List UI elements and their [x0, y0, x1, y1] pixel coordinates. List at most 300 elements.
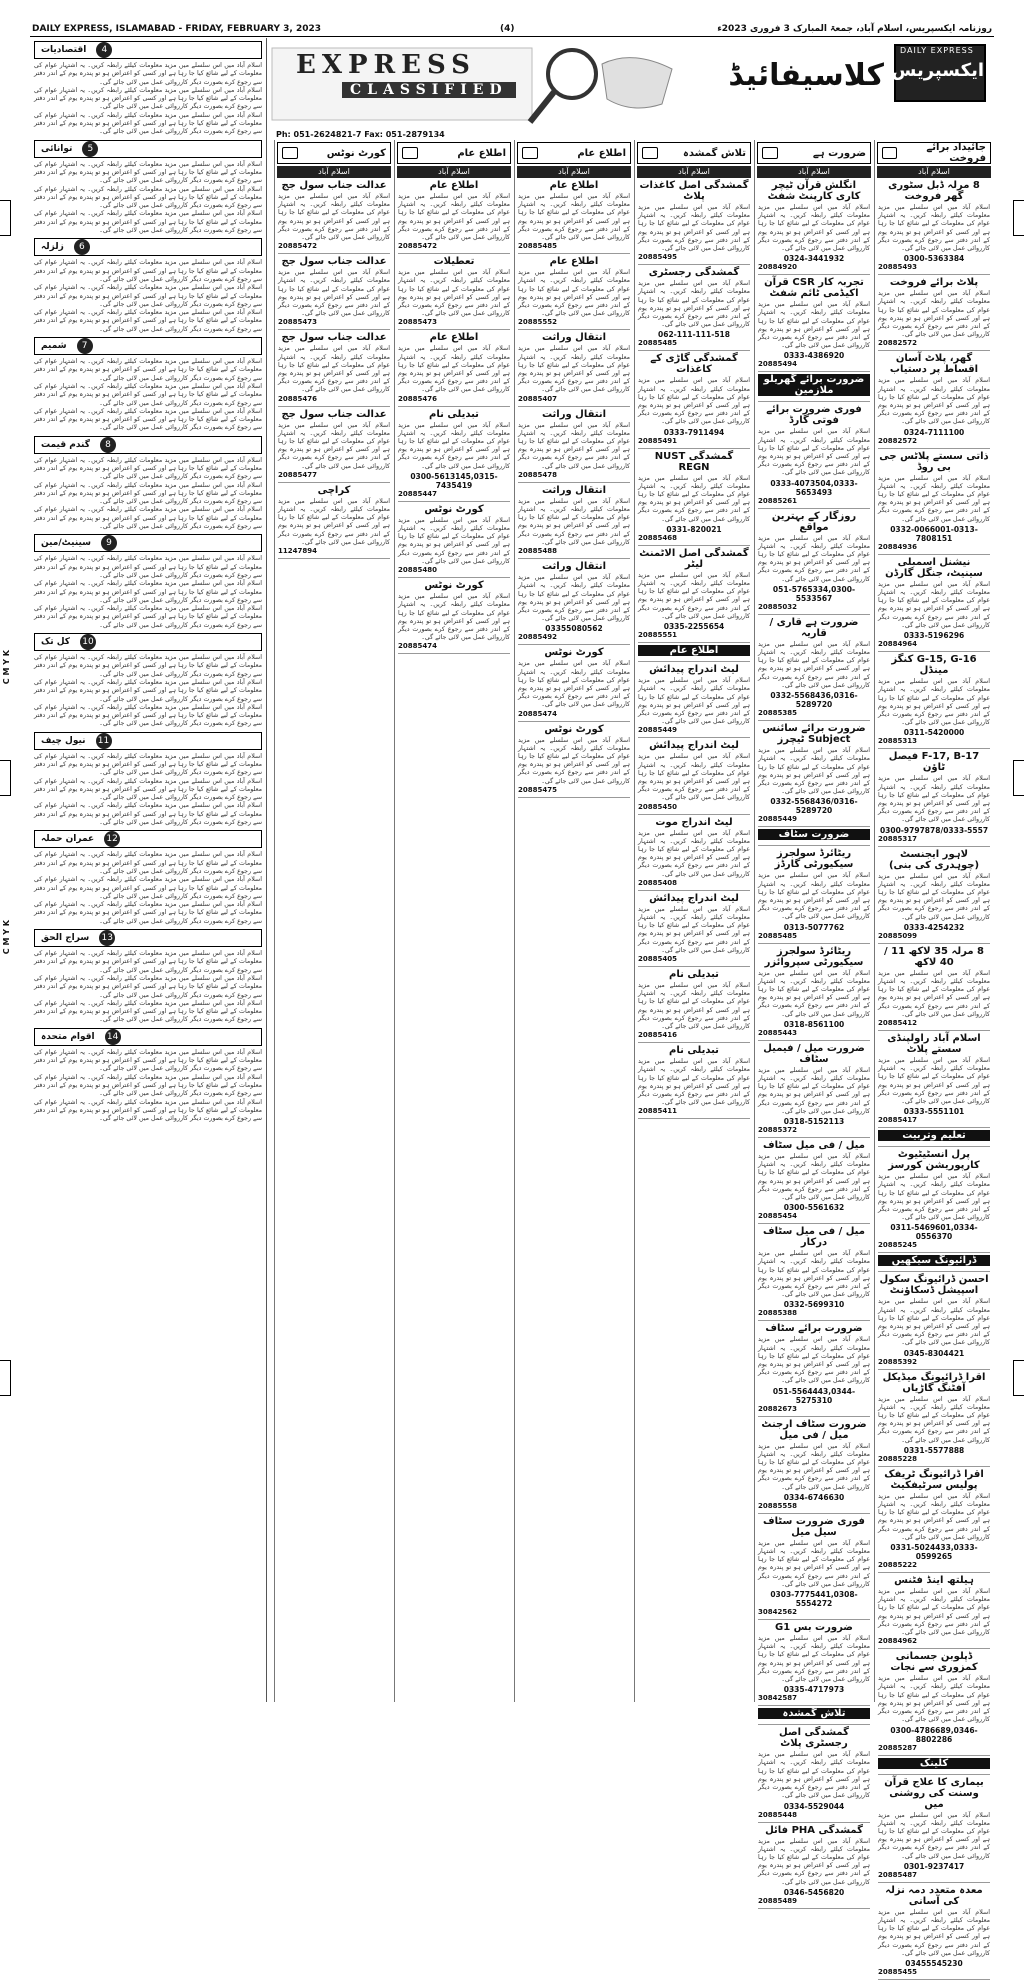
classified-ad	[878, 1777, 990, 1883]
ad-heading: اطلاع عام	[549, 180, 599, 191]
news-paragraph: اسلام آباد میں اس سلسلے میں مزید معلومات کیلئے رابطہ کریں۔ یہ اشتہار عوام کی معلومات کے لیے شائع کیا جا رہا ہے اور کسی کو اعتراض ہو تو پندرہ یوم کے اندر دفتر سے رجوع کرے بصورت دیگر کارروائی عمل میں لائی جائے گی۔	[34, 111, 262, 136]
section-title: اقتصادیات	[41, 45, 87, 55]
ad-reference-number: 20885099	[878, 931, 917, 940]
section-number: 11	[96, 733, 112, 749]
ad-body: اسلام آباد میں اس سلسلے میں مزید معلومات کیلئے رابطہ کریں۔ یہ اشتہار عوام کی معلومات کے لیے شائع کیا جا رہا ہے اور کسی کو اعتراض ہو تو پندرہ یوم کے اندر دفتر سے رجوع کرے بصورت دیگر کارروائی عمل میں لائی جائے گی۔	[878, 1908, 990, 1957]
ad-body: اسلام آباد میں اس سلسلے میں مزید معلومات کیلئے رابطہ کریں۔ یہ اشتہار عوام کی معلومات کے لیے شائع کیا جا رہا ہے اور کسی کو اعتراض ہو تو پندرہ یوم کے اندر دفتر سے رجوع کرے بصورت دیگر کارروائی عمل میں لائی جائے گی۔	[758, 640, 870, 689]
news-paragraph: اسلام آباد میں اس سلسلے میں مزید معلومات کیلئے رابطہ کریں۔ یہ اشتہار عوام کی معلومات کے لیے شائع کیا جا رہا ہے اور کسی کو اعتراض ہو تو پندرہ یوم کے اندر دفتر سے رجوع کرے بصورت دیگر کارروائی عمل میں لائی جائے گی۔	[34, 678, 262, 703]
news-paragraph: اسلام آباد میں اس سلسلے میں مزید معلومات کیلئے رابطہ کریں۔ یہ اشتہار عوام کی معلومات کے لیے شائع کیا جا رہا ہے اور کسی کو اعتراض ہو تو پندرہ یوم کے اندر دفتر سے رجوع کرے بصورت دیگر کارروائی عمل میں لائی جائے گی۔	[34, 580, 262, 604]
news-paragraph: اسلام آباد میں اس سلسلے میں مزید معلومات کیلئے رابطہ کریں۔ یہ اشتہار عوام کی معلومات کے لیے شائع کیا جا رہا ہے اور کسی کو اعتراض ہو تو پندرہ یوم کے اندر دفتر سے رجوع کرے بصورت دیگر کارروائی عمل میں لائی جائے گی۔	[34, 456, 262, 481]
ad-phone: 0300-4786689,0346-8802286	[890, 1725, 978, 1744]
section-number: 14	[105, 1029, 121, 1045]
ad-body: اسلام آباد میں اس سلسلے میں مزید معلومات کیلئے رابطہ کریں۔ یہ اشتہار عوام کی معلومات کے لیے شائع کیا جا رہا ہے اور کسی کو اعتراض ہو تو پندرہ یوم کے اندر دفتر سے رجوع کرے بصورت دیگر کارروائی عمل میں لائی جائے گی۔	[638, 677, 750, 726]
ad-heading: انتقال وراثت	[541, 484, 607, 496]
news-paragraph: اسلام آباد میں اس سلسلے میں مزید معلومات کیلئے رابطہ کریں۔ یہ اشتہار عوام کی معلومات کے لیے شائع کیا جا رہا ہے اور کسی کو اعتراض ہو تو پندرہ یوم کے اندر دفتر سے رجوع کرے بصورت دیگر کارروائی عمل میں لائی جائے گی۔	[34, 259, 262, 283]
ad-body: اسلام آباد میں اس سلسلے میں مزید معلومات کیلئے رابطہ کریں۔ یہ اشتہار عوام کی معلومات کے لیے شائع کیا جا رہا ہے اور کسی کو اعتراض ہو تو پندرہ یوم کے اندر دفتر سے رجوع کرے بصورت دیگر کارروائی عمل میں لائی جائے گی۔	[758, 1539, 870, 1588]
classified-ad	[878, 849, 990, 944]
ad-reference-number: 20885493	[878, 263, 917, 272]
classified-column	[874, 140, 993, 1976]
ad-heading: گمشدگی رجسٹری	[648, 267, 740, 279]
ad-body: اسلام آباد میں اس سلسلے میں مزید معلومات کیلئے رابطہ کریں۔ یہ اشتہار عوام کی معلومات کے لیے شائع کیا جا رہا ہے اور کسی کو اعتراض ہو تو پندرہ یوم کے اندر دفتر سے رجوع کرے بصورت دیگر کارروائی عمل میں لائی جائے گی۔	[878, 1675, 990, 1724]
cmyk-mark: C M Y K	[2, 920, 11, 955]
classified-ad	[878, 557, 990, 652]
news-section	[34, 1028, 262, 1124]
ad-reference-number: 20885492	[518, 633, 557, 642]
news-paragraph: اسلام آباد میں اس سلسلے میں مزید معلومات کیلئے رابطہ کریں۔ یہ اشتہار عوام کی معلومات کے لیے شائع کیا جا رہا ہے اور کسی کو اعتراض ہو تو پندرہ یوم کے اندر دفتر سے رجوع کرے بصورت دیگر کارروائی عمل میں لائی جائے گی۔	[34, 1098, 262, 1123]
classified-ad	[878, 654, 990, 749]
cmyk-mark: C M Y K	[2, 650, 11, 685]
ad-reference-number: 20885317	[878, 834, 917, 843]
classified-ad	[758, 1708, 870, 1725]
classified-ad	[278, 256, 390, 330]
news-paragraph: اسلام آباد میں اس سلسلے میں مزید معلومات کیلئے رابطہ کریں۔ یہ اشتہار عوام کی معلومات کے لیے شائع کیا جا رہا ہے اور کسی کو اعتراض ہو تو پندرہ یوم کے اندر دفتر سے رجوع کرے بصورت دیگر کارروائی عمل میں لائی جائے گی۔	[34, 185, 262, 210]
ad-body: اسلام آباد میں اس سلسلے میں مزید معلومات کیلئے رابطہ کریں۔ یہ اشتہار عوام کی معلومات کے لیے شائع کیا جا رہا ہے اور کسی کو اعتراض ہو تو پندرہ یوم کے اندر دفتر سے رجوع کرے بصورت دیگر کارروائی عمل میں لائی جائے گی۔	[878, 1588, 990, 1637]
classified-ad	[758, 1323, 870, 1416]
ad-reference-number: 20885417	[878, 1116, 917, 1125]
news-paragraph: اسلام آباد میں اس سلسلے میں مزید معلومات کیلئے رابطہ کریں۔ یہ اشتہار عوام کی معلومات کے لیے شائع کیا جا رہا ہے اور کسی کو اعتراض ہو تو پندرہ یوم کے اندر دفتر سے رجوع کرے بصورت دیگر کارروائی عمل میں لائی جائے گی۔	[34, 605, 262, 629]
ad-heading: گمشدگی NUST REGN	[654, 450, 734, 473]
logo-urdu: ایکسپریس	[891, 60, 984, 81]
news-paragraph: اسلام آباد میں اس سلسلے میں مزید معلومات کیلئے رابطہ کریں۔ یہ اشتہار عوام کی معلومات کے لیے شائع کیا جا رہا ہے اور کسی کو اعتراض ہو تو پندرہ یوم کے اندر دفتر سے رجوع کرے بصورت دیگر کارروائی عمل میں لائی جائے گی۔	[34, 506, 262, 531]
ad-heading: گمشدگی اصل کاغذات پلاٹ	[639, 180, 749, 202]
classified-ad	[398, 504, 510, 578]
ad-reference-number: 20885473	[278, 318, 317, 327]
registration-mark	[0, 760, 11, 796]
masthead-title: EXPRESS	[296, 50, 476, 80]
ad-heading: احسن ڈرائیونگ سکول اسپیشل ڈسکاؤنٹ	[879, 1274, 989, 1297]
ad-phone: 03355080562	[545, 624, 603, 634]
registration-mark	[1013, 1360, 1024, 1396]
ad-body: اسلام آباد میں اس سلسلے میں مزید معلومات کیلئے رابطہ کریں۔ یہ اشتہار عوام کی معلومات کے لیے شائع کیا جا رہا ہے اور کسی کو اعتراض ہو تو پندرہ یوم کے اندر دفتر سے رجوع کرے بصورت دیگر کارروائی عمل میں لائی جائے گی۔	[638, 377, 750, 426]
ad-heading: میل / فی میل سٹاف درکار	[763, 1226, 865, 1249]
news-section	[34, 337, 262, 433]
ad-heading: ضرورت سٹاف	[758, 829, 870, 840]
ad-reference-number: 20885385	[758, 709, 797, 718]
news-paragraph: اسلام آباد میں اس سلسلے میں مزید معلومات کیلئے رابطہ کریں۔ یہ اشتہار عوام کی معلومات کے لیے شائع کیا جا رہا ہے اور کسی کو اعتراض ہو تو پندرہ یوم کے اندر دفتر سے رجوع کرے بصورت دیگر کارروائی عمل میں لائی جائے گی۔	[34, 974, 262, 999]
ad-heading: پلاٹ برائے فروخت	[889, 277, 979, 289]
column-heading-text: ضرورت ہے	[812, 147, 866, 159]
news-section	[34, 436, 262, 532]
ad-body: اسلام آباد میں اس سلسلے میں مزید معلومات کیلئے رابطہ کریں۔ یہ اشتہار عوام کی معلومات کے لیے شائع کیا جا رہا ہے اور کسی کو اعتراض ہو تو پندرہ یوم کے اندر دفتر سے رجوع کرے بصورت دیگر کارروائی عمل میں لائی جائے گی۔	[758, 1635, 870, 1684]
classified-ad	[518, 180, 630, 254]
news-paragraph: اسلام آباد میں اس سلسلے میں مزید معلومات کیلئے رابطہ کریں۔ یہ اشتہار عوام کی معلومات کے لیے شائع کیا جا رہا ہے اور کسی کو اعتراض ہو تو پندرہ یوم کے اندر دفتر سے رجوع کرے بصورت دیگر کارروائی عمل میں لائی جائے گی۔	[34, 1073, 262, 1098]
ad-reference-number: 20885491	[638, 436, 677, 445]
ad-heading: ریٹائرڈ سولجرز سیکیورٹی سپروائزر	[764, 945, 864, 968]
ad-heading: عدالت جناب سول جج	[281, 332, 387, 344]
news-section	[34, 732, 262, 828]
ad-reference-number: 20885558	[758, 1501, 797, 1510]
column-heading	[757, 142, 871, 164]
news-paragraph: اسلام آباد میں اس سلسلے میں مزید معلومات کیلئے رابطہ کریں۔ یہ اشتہار عوام کی معلومات کے لیے شائع کیا جا رہا ہے اور کسی کو اعتراض ہو تو پندرہ یوم کے اندر دفتر سے رجوع کرے بصورت دیگر کارروائی عمل میں لائی جائے گی۔	[34, 802, 262, 827]
classified-ad	[758, 1043, 870, 1138]
ad-reference-number: 20882572	[878, 339, 917, 348]
ad-heading: انتقال وراثت	[541, 561, 607, 573]
city-label: اسلام آباد	[517, 166, 631, 178]
news-paragraph: اسلام آباد میں اس سلسلے میں مزید معلومات کیلئے رابطہ کریں۔ یہ اشتہار عوام کی معلومات کے لیے شائع کیا جا رہا ہے اور کسی کو اعتراض ہو تو پندرہ یوم کے اندر دفتر سے رجوع کرے بصورت دیگر کارروائی عمل میں لائی جائے گی۔	[34, 210, 262, 235]
classified-column	[514, 140, 633, 1702]
section-title: اقوام متحدہ	[41, 1031, 95, 1042]
header-urdu: روزنامہ ایکسپریس، اسلام آباد، جمعۃ المبارک 3 فروری 2023ء	[717, 24, 992, 34]
ad-heading: اطلاع عام	[638, 645, 750, 656]
ad-phone: 062-111-111-518	[658, 330, 730, 340]
ad-reference-number: 20885474	[518, 709, 557, 718]
registration-mark	[1013, 200, 1024, 236]
classified-ad	[758, 946, 870, 1041]
ad-reference-number: 20885485	[758, 931, 797, 940]
news-section	[34, 41, 262, 137]
ad-body: اسلام آباد میں اس سلسلے میں مزید معلومات کیلئے رابطہ کریں۔ یہ اشتہار عوام کی معلومات کے لیے شائع کیا جا رہا ہے اور کسی کو اعتراض ہو تو پندرہ یوم کے اندر دفتر سے رجوع کرے بصورت دیگر کارروائی عمل میں لائی جائے گی۔	[878, 1492, 990, 1541]
ad-reference-number: 20885443	[758, 1028, 797, 1037]
ad-reference-number: 20885476	[398, 394, 437, 403]
ad-body: اسلام آباد میں اس سلسلے میں مزید معلومات کیلئے رابطہ کریں۔ یہ اشتہار عوام کی معلومات کے لیے شائع کیا جا رہا ہے اور کسی کو اعتراض ہو تو پندرہ یوم کے اندر دفتر سے رجوع کرے بصورت دیگر کارروائی عمل میں لائی جائے گی۔	[758, 747, 870, 796]
ad-reference-number: 20885475	[518, 785, 557, 794]
classified-ad	[758, 374, 870, 402]
ad-heading: کورٹ نوٹس	[424, 580, 484, 592]
ad-heading: ڈپلوبن جسمانی کمزوری سے نجات	[890, 1651, 978, 1674]
ad-phone: 0313-5077762	[783, 922, 845, 932]
ad-heading: نیشنل اسمبلی سینیٹ، جنگل گارڈن	[885, 556, 983, 579]
classified-ad	[758, 723, 870, 827]
ad-phone: 0332-5699310	[783, 1300, 845, 1310]
ad-heading: پرل انسٹیٹیوٹ کارپوریشن کورسز	[888, 1149, 980, 1172]
ad-body: اسلام آباد میں اس سلسلے میں مزید معلومات کیلئے رابطہ کریں۔ یہ اشتہار عوام کی معلومات کے لیے شائع کیا جا رہا ہے اور کسی کو اعتراض ہو تو پندرہ یوم کے اندر دفتر سے رجوع کرے بصورت دیگر کارروائی عمل میں لائی جائے گی۔	[758, 301, 870, 350]
classified-ad	[398, 256, 510, 330]
classified-ad	[278, 180, 390, 254]
ad-body: اسلام آباد میں اس سلسلے میں مزید معلومات کیلئے رابطہ کریں۔ یہ اشتہار عوام کی معلومات کے لیے شائع کیا جا رہا ہے اور کسی کو اعتراض ہو تو پندرہ یوم کے اندر دفتر سے رجوع کرے بصورت دیگر کارروائی عمل میں لائی جائے گی۔	[878, 678, 990, 727]
ad-phone: 0333-4386920	[783, 351, 845, 361]
ad-phone: 0331-5577888	[903, 1445, 965, 1455]
column-heading	[397, 142, 511, 164]
ad-heading: لیٹ اندراج پیدائش	[649, 892, 739, 904]
classified-ad	[518, 332, 630, 406]
page-number: (4)	[500, 24, 515, 34]
ad-heading: ضرورت بس G1	[775, 1622, 853, 1634]
classified-ad	[758, 404, 870, 508]
ad-body: اسلام آباد میں اس سلسلے میں مزید معلومات کیلئے رابطہ کریں۔ یہ اشتہار عوام کی معلومات کے لیے شائع کیا جا رہا ہے اور کسی کو اعتراض ہو تو پندرہ یوم کے اندر دفتر سے رجوع کرے بصورت دیگر کارروائی عمل میں لائی جائے گی۔	[758, 1837, 870, 1886]
classified-column	[274, 140, 393, 1702]
ad-heading: لاہور ایجنسٹ (چوہدری کی بنی)	[888, 848, 980, 871]
ad-heading: تعطیلات	[433, 256, 475, 268]
registration-mark	[0, 1360, 11, 1396]
classified-ad	[758, 277, 870, 372]
classified-ad	[758, 1140, 870, 1224]
news-paragraph: اسلام آباد میں اس سلسلے میں مزید معلومات کیلئے رابطہ کریں۔ یہ اشتہار عوام کی معلومات کے لیے شائع کیا جا رہا ہے اور کسی کو اعتراض ہو تو پندرہ یوم کے اندر دفتر سے رجوع کرے بصورت دیگر کارروائی عمل میں لائی جائے گی۔	[34, 309, 262, 333]
ad-body: اسلام آباد میں اس سلسلے میں مزید معلومات کیلئے رابطہ کریں۔ یہ اشتہار عوام کی معلومات کے لیے شائع کیا جا رہا ہے اور کسی کو اعتراض ہو تو پندرہ یوم کے اندر دفتر سے رجوع کرے بصورت دیگر کارروائی عمل میں لائی جائے گی۔	[518, 736, 630, 785]
classified-ad	[878, 1033, 990, 1128]
classified-ad	[758, 1516, 870, 1620]
ad-phone: 0318-8561100	[783, 1019, 845, 1029]
section-badge	[34, 41, 262, 59]
ad-reference-number: 20885228	[878, 1454, 917, 1463]
classified-ad	[878, 277, 990, 351]
column-heading	[517, 142, 631, 164]
ad-phone: 0332-5568436/0316-5289720	[770, 797, 858, 816]
classified-ad	[758, 848, 870, 943]
ad-reference-number: 20885468	[638, 533, 677, 542]
classified-ad	[758, 617, 870, 721]
ad-reference-number: 20884964	[878, 640, 917, 649]
section-badge	[34, 140, 262, 158]
ad-body: اسلام آباد میں اس سلسلے میں مزید معلومات کیلئے رابطہ کریں۔ یہ اشتہار عوام کی معلومات کے لیے شائع کیا جا رہا ہے اور کسی کو اعتراض ہو تو پندرہ یوم کے اندر دفتر سے رجوع کرے بصورت دیگر کارروائی عمل میں لائی جائے گی۔	[638, 204, 750, 253]
ad-reference-number: 20885478	[518, 470, 557, 479]
ad-heading: کورٹ نوٹس	[544, 723, 604, 735]
news-paragraph: اسلام آباد میں اس سلسلے میں مزید معلومات کیلئے رابطہ کریں۔ یہ اشتہار عوام کی معلومات کے لیے شائع کیا جا رہا ہے اور کسی کو اعتراض ہو تو پندرہ یوم کے اندر دفتر سے رجوع کرے بصورت دیگر کارروائی عمل میں لائی جائے گی۔	[34, 555, 262, 579]
classified-ad	[758, 1727, 870, 1822]
ad-phone: 0300-5363384	[903, 254, 965, 264]
ad-heading: اقرا ڈرائیونگ میڈیکل آفٹنگ گاڑیاں	[882, 1371, 986, 1394]
ad-heading: کورٹ نوٹس	[544, 647, 604, 659]
section-badge	[34, 238, 262, 256]
ad-reference-number: 20885411	[638, 1107, 677, 1116]
ad-body: اسلام آباد میں اس سلسلے میں مزید معلومات کیلئے رابطہ کریں۔ یہ اشتہار عوام کی معلومات کے لیے شائع کیا جا رہا ہے اور کسی کو اعتراض ہو تو پندرہ یوم کے اندر دفتر سے رجوع کرے بصورت دیگر کارروائی عمل میں لائی جائے گی۔	[878, 872, 990, 921]
ad-heading: تبدیلی نام	[669, 968, 719, 980]
page-header-strip	[30, 22, 994, 37]
classified-ad	[638, 1045, 750, 1119]
ad-phone: 0324-7111100	[903, 427, 965, 437]
news-paragraph: اسلام آباد میں اس سلسلے میں مزید معلومات کیلئے رابطہ کریں۔ یہ اشتہار عوام کی معلومات کے لیے شائع کیا جا رہا ہے اور کسی کو اعتراض ہو تو پندرہ یوم کے اندر دفتر سے رجوع کرے بصورت دیگر کارروائی عمل میں لائی جائے گی۔	[34, 851, 262, 875]
classified-ad	[878, 946, 990, 1031]
ad-heading: معدہ متعدد دمہ نزلہ کی آسانی	[885, 1884, 983, 1907]
section-number: 7	[77, 338, 93, 354]
ad-phone: 0311-5420000	[903, 728, 965, 738]
ad-heading: ضرورت ہے قاری / قاریہ	[769, 616, 859, 639]
section-badge	[34, 436, 262, 454]
ad-body: اسلام آباد میں اس سلسلے میں مزید معلومات کیلئے رابطہ کریں۔ یہ اشتہار عوام کی معلومات کے لیے شائع کیا جا رہا ہے اور کسی کو اعتراض ہو تو پندرہ یوم کے اندر دفتر سے رجوع کرے بصورت دیگر کارروائی عمل میں لائی جائے گی۔	[758, 1751, 870, 1800]
registration-mark	[0, 200, 11, 236]
classified-ad	[878, 1149, 990, 1253]
ad-phone: 0334-5529044	[783, 1801, 845, 1811]
classified-ad	[638, 817, 750, 891]
news-paragraph: اسلام آباد میں اس سلسلے میں مزید معلومات کیلئے رابطہ کریں۔ یہ اشتہار عوام کی معلومات کے لیے شائع کیا جا رہا ہے اور کسی کو اعتراض ہو تو پندرہ یوم کے اندر دفتر سے رجوع کرے بصورت دیگر کارروائی عمل میں لائی جائے گی۔	[34, 284, 262, 308]
ad-heading: تعلیم وتربیت	[878, 1130, 990, 1141]
ad-body: اسلام آباد میں اس سلسلے میں مزید معلومات کیلئے رابطہ کریں۔ یہ اشتہار عوام کی معلومات کے لیے شائع کیا جا رہا ہے اور کسی کو اعتراض ہو تو پندرہ یوم کے اندر دفتر سے رجوع کرے بصورت دیگر کارروائی عمل میں لائی جائے گی۔	[878, 1056, 990, 1105]
ad-body: اسلام آباد میں اس سلسلے میں مزید معلومات کیلئے رابطہ کریں۔ یہ اشتہار عوام کی معلومات کے لیے شائع کیا جا رہا ہے اور کسی کو اعتراض ہو تو پندرہ یوم کے اندر دفتر سے رجوع کرے بصورت دیگر کارروائی عمل میں لائی جائے گی۔	[878, 1395, 990, 1444]
ad-body: اسلام آباد میں اس سلسلے میں مزید معلومات کیلئے رابطہ کریں۔ یہ اشتہار عوام کی معلومات کے لیے شائع کیا جا رہا ہے اور کسی کو اعتراض ہو تو پندرہ یوم کے اندر دفتر سے رجوع کرے بصورت دیگر کارروائی عمل میں لائی جائے گی۔	[758, 1152, 870, 1201]
ad-body: اسلام آباد میں اس سلسلے میں مزید معلومات کیلئے رابطہ کریں۔ یہ اشتہار عوام کی معلومات کے لیے شائع کیا جا رہا ہے اور کسی کو اعتراض ہو تو پندرہ یوم کے اندر دفتر سے رجوع کرے بصورت دیگر کارروائی عمل میں لائی جائے گی۔	[638, 474, 750, 523]
section-number: 8	[100, 437, 116, 453]
ad-heading: گمشدگی اصل رجسٹری پلاٹ	[779, 1727, 849, 1750]
ad-reference-number: 20885455	[878, 1967, 917, 1976]
ad-heading: اقرا ڈرائیونگ ٹریفک پولیس سرٹیفکیٹ	[884, 1468, 984, 1491]
ad-body: اسلام آباد میں اس سلسلے میں مزید معلومات کیلئے رابطہ کریں۔ یہ اشتہار عوام کی معلومات کے لیے شائع کیا جا رہا ہے اور کسی کو اعتراض ہو تو پندرہ یوم کے اندر دفتر سے رجوع کرے بصورت دیگر کارروائی عمل میں لائی جائے گی۔	[638, 1058, 750, 1107]
news-paragraph: اسلام آباد میں اس سلسلے میں مزید معلومات کیلئے رابطہ کریں۔ یہ اشتہار عوام کی معلومات کے لیے شائع کیا جا رہا ہے اور کسی کو اعتراض ہو تو پندرہ یوم کے اندر دفتر سے رجوع کرے بصورت دیگر کارروائی عمل میں لائی جائے گی۔	[34, 752, 262, 777]
ad-phone: 0333-4254232	[903, 922, 965, 932]
ad-reference-number: 20885488	[518, 547, 557, 556]
category-icon	[522, 147, 538, 159]
ad-heading: ضرورت برائے سٹاف	[765, 1323, 863, 1335]
ad-heading: انتقال وراثت	[541, 332, 607, 344]
classified-ad	[878, 353, 990, 448]
classified-ad	[878, 1885, 990, 1980]
ad-heading: 8 مرلہ ڈبل سٹوری گھر فروخت	[888, 180, 980, 202]
classified-column	[754, 140, 873, 1905]
ad-body: اسلام آباد میں اس سلسلے میں مزید معلومات کیلئے رابطہ کریں۔ یہ اشتہار عوام کی معلومات کے لیے شائع کیا جا رہا ہے اور کسی کو اعتراض ہو تو پندرہ یوم کے اندر دفتر سے رجوع کرے بصورت دیگر کارروائی عمل میں لائی جائے گی۔	[758, 969, 870, 1018]
ad-heading: کلینک	[878, 1758, 990, 1769]
news-column	[30, 38, 267, 1702]
ad-phone: 0300-5613145,0315-7435419	[410, 471, 498, 490]
ad-reference-number: 20885473	[398, 318, 437, 327]
classified-ad	[878, 1651, 990, 1755]
news-paragraph: اسلام آباد میں اس سلسلے میں مزید معلومات کیلئے رابطہ کریں۔ یہ اشتہار عوام کی معلومات کے لیے شائع کیا جا رہا ہے اور کسی کو اعتراض ہو تو پندرہ یوم کے اندر دفتر سے رجوع کرے بصورت دیگر کارروائی عمل میں لائی جائے گی۔	[34, 1048, 262, 1073]
ad-body: اسلام آباد میں اس سلسلے میں مزید معلومات کیلئے رابطہ کریں۔ یہ اشتہار عوام کی معلومات کے لیے شائع کیا جا رہا ہے اور کسی کو اعتراض ہو تو پندرہ یوم کے اندر دفتر سے رجوع کرے بصورت دیگر کارروائی عمل میں لائی جائے گی۔	[638, 905, 750, 954]
city-label: اسلام آباد	[397, 166, 511, 178]
category-icon	[282, 147, 298, 159]
ad-body: اسلام آباد میں اس سلسلے میں مزید معلومات کیلئے رابطہ کریں۔ یہ اشتہار عوام کی معلومات کے لیے شائع کیا جا رہا ہے اور کسی کو اعتراض ہو تو پندرہ یوم کے اندر دفتر سے رجوع کرے بصورت دیگر کارروائی عمل میں لائی جائے گی۔	[758, 1250, 870, 1299]
news-section	[34, 140, 262, 236]
ad-phone: 0345-8304421	[903, 1348, 965, 1358]
ad-phone: 03455545230	[905, 1958, 963, 1968]
news-paragraph: اسلام آباد میں اس سلسلے میں مزید معلومات کیلئے رابطہ کریں۔ یہ اشتہار عوام کی معلومات کے لیے شائع کیا جا رہا ہے اور کسی کو اعتراض ہو تو پندرہ یوم کے اندر دفتر سے رجوع کرے بصورت دیگر کارروائی عمل میں لائی جائے گی۔	[34, 703, 262, 728]
ad-reference-number: 20884920	[758, 263, 797, 272]
classified-ad	[638, 353, 750, 448]
ad-reference-number: 20884962	[878, 1637, 917, 1646]
ad-body: اسلام آباد میں اس سلسلے میں مزید معلومات کیلئے رابطہ کریں۔ یہ اشتہار عوام کی معلومات کے لیے شائع کیا جا رہا ہے اور کسی کو اعتراض ہو تو پندرہ یوم کے اندر دفتر سے رجوع کرے بصورت دیگر کارروائی عمل میں لائی جائے گی۔	[878, 290, 990, 339]
column-heading-text: اطلاع عام	[457, 147, 506, 159]
ad-reference-number: 20885487	[878, 1870, 917, 1879]
ad-reference-number: 20885448	[758, 1810, 797, 1819]
classified-ad	[398, 409, 510, 502]
ad-heading: کورٹ نوٹس	[424, 503, 484, 515]
ad-reference-number: 20885392	[878, 1357, 917, 1366]
column-heading	[877, 142, 991, 164]
ad-heading: G-15, G-16 کنگز مینڈل	[891, 654, 977, 677]
ad-heading: ضرورت برائے گھریلو ملازمین	[758, 374, 870, 396]
category-icon	[762, 147, 778, 159]
ad-body: اسلام آباد میں اس سلسلے میں مزید معلومات کیلئے رابطہ کریں۔ یہ اشتہار عوام کی معلومات کے لیے شائع کیا جا رہا ہے اور کسی کو اعتراض ہو تو پندرہ یوم کے اندر دفتر سے رجوع کرے بصورت دیگر کارروائی عمل میں لائی جائے گی۔	[758, 872, 870, 921]
ad-phone: 0333-4073504,0333-5653493	[770, 478, 858, 497]
ad-reference-number: 20885489	[758, 1896, 797, 1905]
section-badge	[34, 830, 262, 848]
ad-phone: 051-5564443,0344-5275310	[772, 1386, 856, 1405]
news-paragraph: اسلام آباد میں اس سلسلے میں مزید معلومات کیلئے رابطہ کریں۔ یہ اشتہار عوام کی معلومات کے لیے شائع کیا جا رہا ہے اور کسی کو اعتراض ہو تو پندرہ یوم کے اندر دفتر سے رجوع کرے بصورت دیگر کارروائی عمل میں لائی جائے گی۔	[34, 901, 262, 925]
contact-numbers: Ph: 051-2624821-7 Fax: 051-2879134	[276, 130, 445, 139]
section-number: 9	[101, 535, 117, 551]
masthead-subtitle: CLASSIFIED	[342, 82, 516, 98]
ad-heading: اطلاع عام	[429, 332, 479, 344]
column-heading-text: جائیداد برائے فروخت	[926, 142, 986, 164]
classified-ad	[758, 180, 870, 275]
ad-body: اسلام آباد میں اس سلسلے میں مزید معلومات کیلئے رابطہ کریں۔ یہ اشتہار عوام کی معلومات کے لیے شائع کیا جا رہا ہے اور کسی کو اعتراض ہو تو پندرہ یوم کے اندر دفتر سے رجوع کرے بصورت دیگر کارروائی عمل میں لائی جائے گی۔	[398, 593, 510, 642]
express-logo	[891, 44, 986, 102]
ad-phone: 0335-4717973	[783, 1685, 845, 1695]
section-title: سینیٹ/مین	[41, 538, 92, 549]
ad-body: اسلام آباد میں اس سلسلے میں مزید معلومات کیلئے رابطہ کریں۔ یہ اشتہار عوام کی معلومات کے لیے شائع کیا جا رہا ہے اور کسی کو اعتراض ہو تو پندرہ یوم کے اندر دفتر سے رجوع کرے بصورت دیگر کارروائی عمل میں لائی جائے گی۔	[398, 269, 510, 318]
column-heading-text: کورٹ نوٹس	[326, 147, 386, 159]
ad-body: اسلام آباد میں اس سلسلے میں مزید معلومات کیلئے رابطہ کریں۔ یہ اشتہار عوام کی معلومات کے لیے شائع کیا جا رہا ہے اور کسی کو اعتراض ہو تو پندرہ یوم کے اندر دفتر سے رجوع کرے بصورت دیگر کارروائی عمل میں لائی جائے گی۔	[878, 1173, 990, 1222]
news-paragraph: اسلام آباد میں اس سلسلے میں مزید معلومات کیلئے رابطہ کریں۔ یہ اشتہار عوام کی معلومات کے لیے شائع کیا جا رہا ہے اور کسی کو اعتراض ہو تو پندرہ یوم کے اندر دفتر سے رجوع کرے بصورت دیگر کارروائی عمل میں لائی جائے گی۔	[34, 382, 262, 407]
ad-phone: 0311-5469601,0334-0556370	[890, 1223, 978, 1242]
ad-heading: تبدیلی نام	[429, 408, 479, 420]
classified-ad	[758, 1419, 870, 1514]
section-title: زلزلہ	[41, 242, 64, 253]
ad-body: اسلام آباد میں اس سلسلے میں مزید معلومات کیلئے رابطہ کریں۔ یہ اشتہار عوام کی معلومات کے لیے شائع کیا جا رہا ہے اور کسی کو اعتراض ہو تو پندرہ یوم کے اندر دفتر سے رجوع کرے بصورت دیگر کارروائی عمل میں لائی جائے گی۔	[398, 516, 510, 565]
ad-reference-number: 20885494	[758, 360, 797, 369]
ad-reference-number: 20885405	[638, 954, 677, 963]
news-paragraph: اسلام آباد میں اس سلسلے میں مزید معلومات کیلئے رابطہ کریں۔ یہ اشتہار عوام کی معلومات کے لیے شائع کیا جا رہا ہے اور کسی کو اعتراض ہو تو پندرہ یوم کے اندر دفتر سے رجوع کرے بصورت دیگر کارروائی عمل میں لائی جائے گی۔	[34, 876, 262, 900]
ad-heading: لیٹ اندراج پیدائش	[649, 664, 739, 676]
section-number: 5	[82, 141, 98, 157]
classified-ad	[878, 451, 990, 555]
section-title: عمران حملہ	[41, 834, 95, 845]
ad-body: اسلام آباد میں اس سلسلے میں مزید معلومات کیلئے رابطہ کریں۔ یہ اشتہار عوام کی معلومات کے لیے شائع کیا جا رہا ہے اور کسی کو اعتراض ہو تو پندرہ یوم کے اندر دفتر سے رجوع کرے بصورت دیگر کارروائی عمل میں لائی جائے گی۔	[758, 428, 870, 477]
section-number: 4	[96, 42, 112, 58]
ad-body: اسلام آباد میں اس سلسلے میں مزید معلومات کیلئے رابطہ کریں۔ یہ اشتہار عوام کی معلومات کے لیے شائع کیا جا رہا ہے اور کسی کو اعتراض ہو تو پندرہ یوم کے اندر دفتر سے رجوع کرے بصورت دیگر کارروائی عمل میں لائی جائے گی۔	[878, 1811, 990, 1860]
section-number: 12	[104, 831, 120, 847]
classified-ad	[638, 180, 750, 265]
ad-heading: ضرورت سٹاف ارجنٹ میل / فی میل	[761, 1418, 867, 1441]
classified-ad	[878, 180, 990, 275]
ad-heading: فوری ضرورت برائے فوتی گارڈ	[766, 404, 862, 427]
classified-ad	[878, 1255, 990, 1272]
ad-heading: عدالت جناب سول جج	[281, 180, 387, 191]
news-section	[34, 830, 262, 926]
ad-body: اسلام آباد میں اس سلسلے میں مزید معلومات کیلئے رابطہ کریں۔ یہ اشتہار عوام کی معلومات کے لیے شائع کیا جا رہا ہے اور کسی کو اعتراض ہو تو پندرہ یوم کے اندر دفتر سے رجوع کرے بصورت دیگر کارروائی عمل میں لائی جائے گی۔	[278, 345, 390, 394]
ad-phone: 0332-0066001-0313-7808151	[890, 524, 978, 543]
ad-reference-number: 20885449	[638, 726, 677, 735]
news-section	[34, 238, 262, 334]
ad-heading: اطلاع عام	[429, 180, 479, 191]
ad-reference-number: 20885416	[638, 1031, 677, 1040]
ad-phone: 0333-7911494	[663, 427, 725, 437]
news-section	[34, 534, 262, 630]
city-label: اسلام آباد	[877, 166, 991, 178]
ad-phone: 0303-7775441,0308-5554272	[770, 1590, 858, 1609]
news-paragraph: اسلام آباد میں اس سلسلے میں مزید معلومات کیلئے رابطہ کریں۔ یہ اشتہار عوام کی معلومات کے لیے شائع کیا جا رہا ہے اور کسی کو اعتراض ہو تو پندرہ یوم کے اندر دفتر سے رجوع کرے بصورت دیگر کارروائی عمل میں لائی جائے گی۔	[34, 407, 262, 432]
ad-body: اسلام آباد میں اس سلسلے میں مزید معلومات کیلئے رابطہ کریں۔ یہ اشتہار عوام کی معلومات کے لیے شائع کیا جا رہا ہے اور کسی کو اعتراض ہو تو پندرہ یوم کے اندر دفتر سے رجوع کرے بصورت دیگر کارروائی عمل میں لائی جائے گی۔	[758, 1066, 870, 1115]
ad-phone: 051-5765334,0300-5533567	[772, 584, 856, 603]
classified-ad	[398, 332, 510, 406]
ad-reference-number: 20885495	[638, 253, 677, 262]
ad-body: اسلام آباد میں اس سلسلے میں مزید معلومات کیلئے رابطہ کریں۔ یہ اشتہار عوام کی معلومات کے لیے شائع کیا جا رہا ہے اور کسی کو اعتراض ہو تو پندرہ یوم کے اندر دفتر سے رجوع کرے بصورت دیگر کارروائی عمل میں لائی جائے گی۔	[878, 1298, 990, 1347]
classified-ad	[398, 180, 510, 254]
ad-body: اسلام آباد میں اس سلسلے میں مزید معلومات کیلئے رابطہ کریں۔ یہ اشتہار عوام کی معلومات کے لیے شائع کیا جا رہا ہے اور کسی کو اعتراض ہو تو پندرہ یوم کے اندر دفتر سے رجوع کرے بصورت دیگر کارروائی عمل میں لائی جائے گی۔	[278, 193, 390, 242]
ad-body: اسلام آباد میں اس سلسلے میں مزید معلومات کیلئے رابطہ کریں۔ یہ اشتہار عوام کی معلومات کے لیے شائع کیا جا رہا ہے اور کسی کو اعتراض ہو تو پندرہ یوم کے اندر دفتر سے رجوع کرے بصورت دیگر کارروائی عمل میں لائی جائے گی۔	[518, 345, 630, 394]
ad-body: اسلام آباد میں اس سلسلے میں مزید معلومات کیلئے رابطہ کریں۔ یہ اشتہار عوام کی معلومات کے لیے شائع کیا جا رہا ہے اور کسی کو اعتراض ہو تو پندرہ یوم کے اندر دفتر سے رجوع کرے بصورت دیگر کارروائی عمل میں لائی جائے گی۔	[278, 421, 390, 470]
ad-heading: گمشدگی PHA فائل	[765, 1824, 863, 1836]
section-title: گندم قیمت	[41, 439, 90, 450]
ad-reference-number: 20885485	[518, 242, 557, 251]
ad-body: اسلام آباد میں اس سلسلے میں مزید معلومات کیلئے رابطہ کریں۔ یہ اشتہار عوام کی معلومات کے لیے شائع کیا جا رہا ہے اور کسی کو اعتراض ہو تو پندرہ یوم کے اندر دفتر سے رجوع کرے بصورت دیگر کارروائی عمل میں لائی جائے گی۔	[518, 421, 630, 470]
section-badge	[34, 1028, 262, 1046]
section-title: توانائی	[41, 143, 73, 154]
classified-ad	[758, 1825, 870, 1909]
ad-reference-number: 11247894	[278, 547, 317, 556]
ad-phone: 0331-5024433,0333-0599265	[890, 1543, 978, 1562]
ad-body: اسلام آباد میں اس سلسلے میں مزید معلومات کیلئے رابطہ کریں۔ یہ اشتہار عوام کی معلومات کے لیے شائع کیا جا رہا ہے اور کسی کو اعتراض ہو تو پندرہ یوم کے اندر دفتر سے رجوع کرے بصورت دیگر کارروائی عمل میں لائی جائے گی۔	[638, 280, 750, 329]
ad-reference-number: 30842562	[758, 1608, 797, 1617]
classified-ad	[878, 1130, 990, 1147]
newspaper-page	[30, 22, 994, 1976]
ad-reference-number: 20885477	[278, 470, 317, 479]
section-title: نیول چیف	[41, 735, 86, 746]
classified-ad	[878, 751, 990, 846]
ad-body: اسلام آباد میں اس سلسلے میں مزید معلومات کیلئے رابطہ کریں۔ یہ اشتہار عوام کی معلومات کے لیے شائع کیا جا رہا ہے اور کسی کو اعتراض ہو تو پندرہ یوم کے اندر دفتر سے رجوع کرے بصورت دیگر کارروائی عمل میں لائی جائے گی۔	[878, 377, 990, 426]
classified-ad	[878, 1372, 990, 1467]
ad-body: اسلام آباد میں اس سلسلے میں مزید معلومات کیلئے رابطہ کریں۔ یہ اشتہار عوام کی معلومات کے لیے شائع کیا جا رہا ہے اور کسی کو اعتراض ہو تو پندرہ یوم کے اندر دفتر سے رجوع کرے بصورت دیگر کارروائی عمل میں لائی جائے گی۔	[638, 571, 750, 620]
classified-ad	[638, 267, 750, 351]
ad-reference-number: 30842587	[758, 1694, 797, 1703]
ad-heading: عدالت جناب سول جج	[281, 256, 387, 268]
ad-body: اسلام آباد میں اس سلسلے میں مزید معلومات کیلئے رابطہ کریں۔ یہ اشتہار عوام کی معلومات کے لیے شائع کیا جا رہا ہے اور کسی کو اعتراض ہو تو پندرہ یوم کے اندر دفتر سے رجوع کرے بصورت دیگر کارروائی عمل میں لائی جائے گی۔	[638, 829, 750, 878]
ad-body: اسلام آباد میں اس سلسلے میں مزید معلومات کیلئے رابطہ کریں۔ یہ اشتہار عوام کی معلومات کے لیے شائع کیا جا رہا ہے اور کسی کو اعتراض ہو تو پندرہ یوم کے اندر دفتر سے رجوع کرے بصورت دیگر کارروائی عمل میں لائی جائے گی۔	[398, 421, 510, 470]
ad-body: اسلام آباد میں اس سلسلے میں مزید معلومات کیلئے رابطہ کریں۔ یہ اشتہار عوام کی معلومات کے لیے شائع کیا جا رہا ہے اور کسی کو اعتراض ہو تو پندرہ یوم کے اندر دفتر سے رجوع کرے بصورت دیگر کارروائی عمل میں لائی جائے گی۔	[518, 193, 630, 242]
news-paragraph: اسلام آباد میں اس سلسلے میں مزید معلومات کیلئے رابطہ کریں۔ یہ اشتہار عوام کی معلومات کے لیے شائع کیا جا رہا ہے اور کسی کو اعتراض ہو تو پندرہ یوم کے اندر دفتر سے رجوع کرے بصورت دیگر کارروائی عمل میں لائی جائے گی۔	[34, 160, 262, 185]
classified-ad	[638, 645, 750, 662]
ad-heading: تجربہ کار CSR قرآن اکیڈمی ٹائم شفٹ	[764, 277, 864, 300]
news-paragraph: اسلام آباد میں اس سلسلے میں مزید معلومات کیلئے رابطہ کریں۔ یہ اشتہار عوام کی معلومات کے لیے شائع کیا جا رہا ہے اور کسی کو اعتراض ہو تو پندرہ یوم کے اندر دفتر سے رجوع کرے بصورت دیگر کارروائی عمل میں لائی جائے گی۔	[34, 950, 262, 974]
ad-reference-number: 20885388	[758, 1309, 797, 1318]
ad-reference-number: 20885485	[638, 339, 677, 348]
